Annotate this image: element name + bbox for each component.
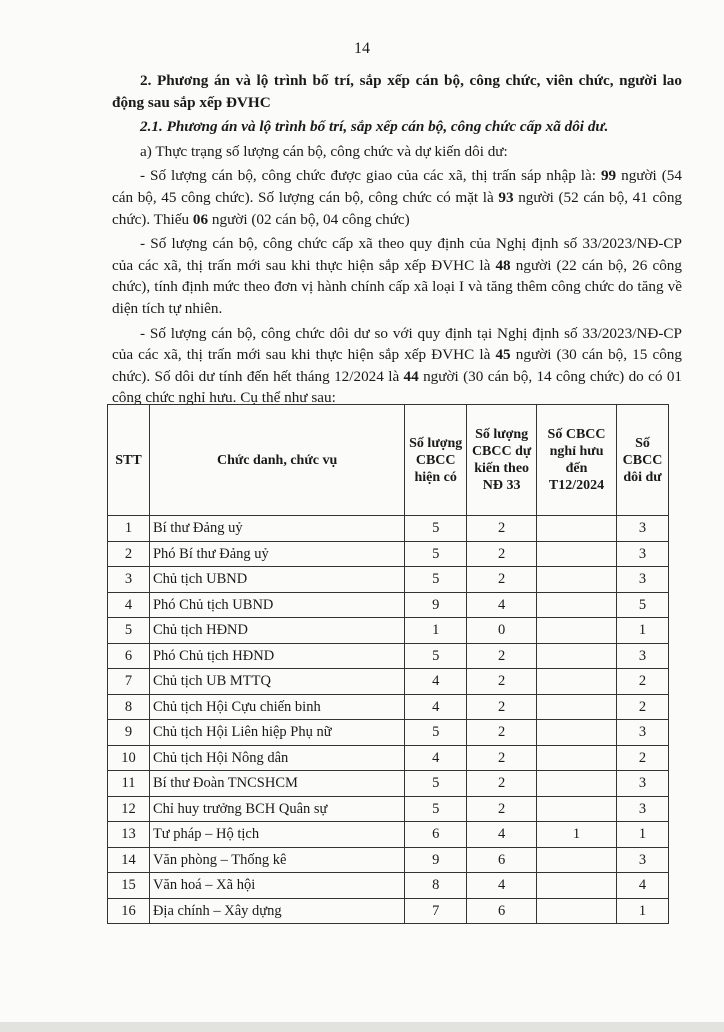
cell-surplus: 4 xyxy=(617,873,669,899)
table-row xyxy=(108,541,669,567)
cell-current: 4 xyxy=(405,694,467,720)
text-run: người (30 cán bộ, 14 công chức) do có 01 công chức nghỉ hưu. Cụ thể như sau: xyxy=(112,367,683,407)
cell-surplus: 3 xyxy=(617,796,669,822)
cell-current: 4 xyxy=(405,745,467,771)
table-row xyxy=(108,694,669,720)
cell-current: 1 xyxy=(405,618,467,644)
cell-surplus: 3 xyxy=(617,771,669,797)
cell-stt: 3 xyxy=(108,567,150,593)
cell-retired xyxy=(537,873,617,899)
paragraph-staff-regulation xyxy=(112,233,682,319)
cell-planned: 2 xyxy=(467,669,537,695)
table-row xyxy=(108,516,669,542)
cell-planned: 6 xyxy=(467,847,537,873)
header-stt: STT xyxy=(108,405,150,516)
cell-position: Văn phòng – Thống kê xyxy=(149,847,404,873)
cell-current: 5 xyxy=(405,516,467,542)
table-header-row xyxy=(108,405,669,516)
header-retired-count: Số CBCC nghỉ hưu đến T12/2024 xyxy=(537,405,617,516)
table-row xyxy=(108,822,669,848)
cell-planned: 2 xyxy=(467,694,537,720)
cell-current: 4 xyxy=(405,669,467,695)
cell-retired xyxy=(537,694,617,720)
cell-current: 5 xyxy=(405,720,467,746)
scan-edge xyxy=(0,1022,724,1032)
cell-planned: 2 xyxy=(467,541,537,567)
bold-number: 06 xyxy=(192,210,209,228)
cell-retired xyxy=(537,541,617,567)
cell-planned: 2 xyxy=(467,643,537,669)
cell-current: 5 xyxy=(405,567,467,593)
cell-surplus: 2 xyxy=(617,669,669,695)
cell-stt: 16 xyxy=(108,898,150,924)
staff-table xyxy=(107,404,669,924)
section-heading-2-1: 2.1. Phương án và lộ trình bố trí, sắp xếp cán bộ, công chức cấp xã dôi dư. xyxy=(140,118,609,136)
cell-retired xyxy=(537,567,617,593)
text-run: - Số lượng cán bộ, công chức dôi dư so với quy định tại Nghị định số 33/2023/NĐ-CP của các xã, thị trấn mới sau khi thực hiện sắp xếp ĐVHC là xyxy=(112,324,682,364)
cell-retired xyxy=(537,847,617,873)
cell-position: Phó Chủ tịch HĐND xyxy=(149,643,404,669)
cell-planned: 2 xyxy=(467,516,537,542)
cell-planned: 2 xyxy=(467,745,537,771)
cell-current: 5 xyxy=(405,796,467,822)
cell-surplus: 1 xyxy=(617,618,669,644)
bold-number: 99 xyxy=(600,167,617,185)
cell-surplus: 1 xyxy=(617,822,669,848)
cell-stt: 11 xyxy=(108,771,150,797)
cell-surplus: 3 xyxy=(617,541,669,567)
cell-position: Chủ tịch UBND xyxy=(149,567,404,593)
cell-planned: 4 xyxy=(467,822,537,848)
cell-current: 9 xyxy=(405,592,467,618)
cell-surplus: 3 xyxy=(617,516,669,542)
cell-current: 5 xyxy=(405,541,467,567)
cell-position: Chủ tịch UB MTTQ xyxy=(149,669,404,695)
table-row xyxy=(108,745,669,771)
text-run: - Số lượng cán bộ, công chức được giao của các xã, thị trấn sáp nhập là: xyxy=(140,167,601,185)
cell-surplus: 2 xyxy=(617,745,669,771)
cell-stt: 8 xyxy=(108,694,150,720)
cell-position: Chỉ huy trưởng BCH Quân sự xyxy=(149,796,404,822)
cell-position: Bí thư Đoàn TNCSHCM xyxy=(149,771,404,797)
cell-stt: 9 xyxy=(108,720,150,746)
header-surplus-count: Số CBCC dôi dư xyxy=(617,405,669,516)
cell-surplus: 3 xyxy=(617,567,669,593)
cell-surplus: 3 xyxy=(617,720,669,746)
page-number: 14 xyxy=(354,40,370,57)
cell-retired xyxy=(537,771,617,797)
cell-stt: 14 xyxy=(108,847,150,873)
cell-position: Bí thư Đảng uỷ xyxy=(149,516,404,542)
cell-retired xyxy=(537,796,617,822)
cell-current: 6 xyxy=(405,822,467,848)
table-row xyxy=(108,720,669,746)
cell-position: Chủ tịch HĐND xyxy=(149,618,404,644)
cell-planned: 2 xyxy=(467,720,537,746)
cell-current: 9 xyxy=(405,847,467,873)
cell-surplus: 2 xyxy=(617,694,669,720)
table-row xyxy=(108,592,669,618)
cell-current: 8 xyxy=(405,873,467,899)
cell-stt: 6 xyxy=(108,643,150,669)
cell-surplus: 3 xyxy=(617,643,669,669)
cell-position: Văn hoá – Xã hội xyxy=(149,873,404,899)
cell-planned: 2 xyxy=(467,771,537,797)
paragraph-staff-surplus xyxy=(112,323,682,409)
cell-position: Phó Bí thư Đảng uỷ xyxy=(149,541,404,567)
cell-stt: 1 xyxy=(108,516,150,542)
header-planned-count: Số lượng CBCC dự kiến theo NĐ 33 xyxy=(467,405,537,516)
cell-position: Chủ tịch Hội Liên hiệp Phụ nữ xyxy=(149,720,404,746)
cell-surplus: 3 xyxy=(617,847,669,873)
cell-planned: 0 xyxy=(467,618,537,644)
cell-current: 5 xyxy=(405,771,467,797)
cell-current: 7 xyxy=(405,898,467,924)
section-heading-2: 2. Phương án và lộ trình bố trí, sắp xếp cán bộ, công chức, viên chức, người lao động sau sắp xếp ĐVHC xyxy=(112,72,682,111)
cell-position: Chủ tịch Hội Cựu chiến binh xyxy=(149,694,404,720)
cell-retired: 1 xyxy=(537,822,617,848)
cell-surplus: 1 xyxy=(617,898,669,924)
table-row xyxy=(108,567,669,593)
cell-current: 5 xyxy=(405,643,467,669)
cell-position: Địa chính – Xây dựng xyxy=(149,898,404,924)
cell-position: Chủ tịch Hội Nông dân xyxy=(149,745,404,771)
cell-stt: 10 xyxy=(108,745,150,771)
cell-retired xyxy=(537,898,617,924)
cell-stt: 4 xyxy=(108,592,150,618)
bold-number: 45 xyxy=(495,346,511,364)
header-position: Chức danh, chức vụ xyxy=(149,405,404,516)
cell-stt: 12 xyxy=(108,796,150,822)
header-current-count: Số lượng CBCC hiện có xyxy=(405,405,467,516)
cell-position: Phó Chủ tịch UBND xyxy=(149,592,404,618)
bold-number: 93 xyxy=(498,188,514,206)
cell-stt: 15 xyxy=(108,873,150,899)
cell-position: Tư pháp – Hộ tịch xyxy=(149,822,404,848)
bold-number: 48 xyxy=(495,256,511,274)
table-row xyxy=(108,643,669,669)
cell-stt: 13 xyxy=(108,822,150,848)
cell-stt: 7 xyxy=(108,669,150,695)
text-run: người (54 cán bộ, 45 công chức). Số lượng cán bộ, công chức có mặt là xyxy=(112,167,682,206)
cell-retired xyxy=(537,643,617,669)
cell-planned: 6 xyxy=(467,898,537,924)
cell-planned: 2 xyxy=(467,567,537,593)
text-run: người (02 cán bộ, 04 công chức) xyxy=(208,210,410,228)
cell-planned: 4 xyxy=(467,873,537,899)
text-run: - Số lượng cán bộ, công chức cấp xã theo quy định của Nghị định số 33/2023/NĐ-CP của các xã, thị trấn mới sau khi thực hiện sắp xếp ĐVHC là xyxy=(112,235,682,274)
text-run: người (52 cán bộ, 41 công chức). Thiếu xyxy=(112,188,683,228)
table-row xyxy=(108,873,669,899)
cell-retired xyxy=(537,745,617,771)
cell-retired xyxy=(537,592,617,618)
table-row xyxy=(108,898,669,924)
text-run: người (30 cán bộ, 15 công chức). Số dôi dư tính đến hết tháng 12/2024 là xyxy=(112,346,682,385)
cell-retired xyxy=(537,720,617,746)
table-body xyxy=(108,516,669,924)
cell-retired xyxy=(537,618,617,644)
cell-stt: 2 xyxy=(108,541,150,567)
table-row xyxy=(108,771,669,797)
text-run: người (22 cán bộ, 26 công chức), tính định mức theo đơn vị hành chính cấp xã loại I và tăng thêm công chức do tăng về diện tích tự nhiên. xyxy=(112,256,682,317)
paragraph-a: a) Thực trạng số lượng cán bộ, công chức và dự kiến dôi dư: xyxy=(140,142,508,160)
table-row xyxy=(108,796,669,822)
cell-stt: 5 xyxy=(108,618,150,644)
bold-number: 44 xyxy=(403,367,419,385)
cell-surplus: 5 xyxy=(617,592,669,618)
cell-retired xyxy=(537,516,617,542)
document-body xyxy=(112,70,682,409)
paragraph-staff-assigned xyxy=(112,165,682,230)
cell-retired xyxy=(537,669,617,695)
table-row xyxy=(108,669,669,695)
cell-planned: 4 xyxy=(467,592,537,618)
table-row xyxy=(108,847,669,873)
table-row xyxy=(108,618,669,644)
cell-planned: 2 xyxy=(467,796,537,822)
